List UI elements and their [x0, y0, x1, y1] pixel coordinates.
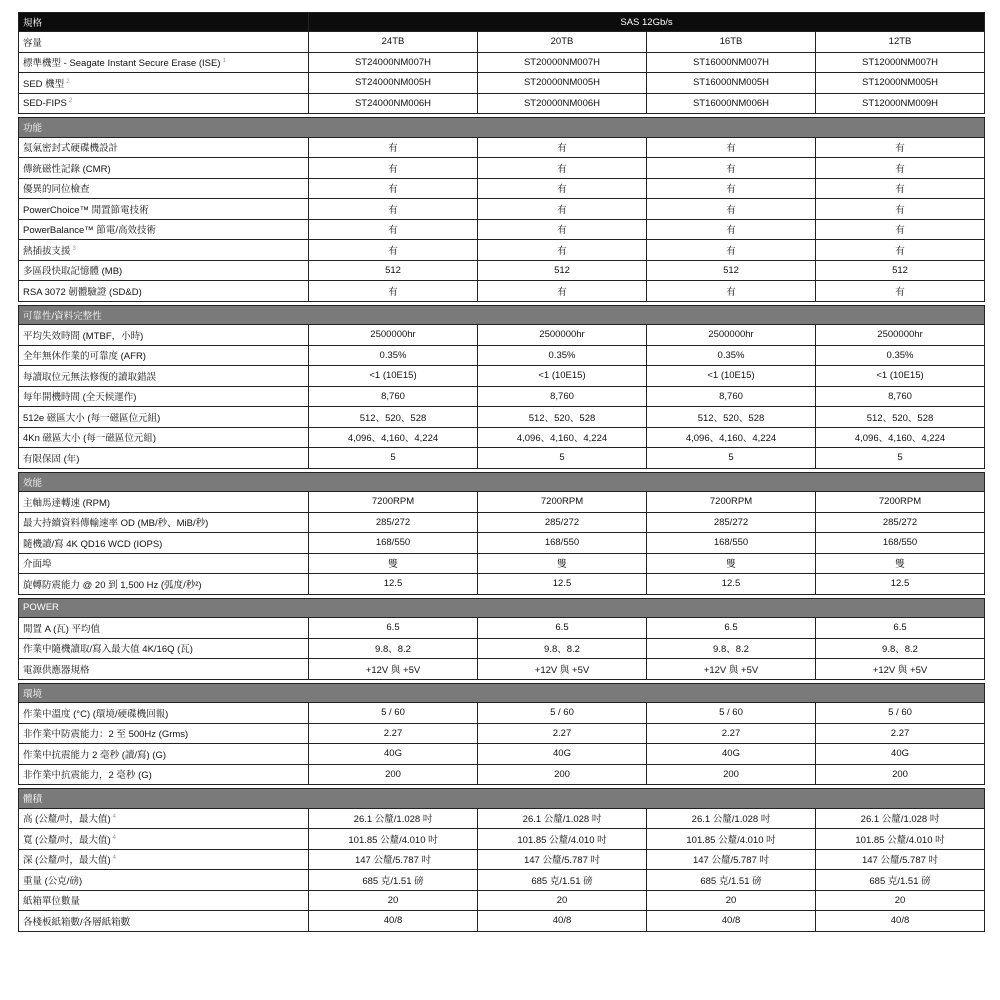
spec-value: 0.35% [647, 345, 816, 366]
spec-table-body [19, 13, 985, 932]
spec-label-cell [19, 911, 309, 932]
spec-value: 5 [309, 448, 478, 469]
spec-value: 4,096、4,160、4,224 [647, 427, 816, 448]
spec-value: 7200RPM [816, 492, 985, 513]
spec-label-cell [19, 407, 309, 428]
spec-label-cell [19, 703, 309, 724]
spec-label: 主軸馬達轉速 (RPM) [23, 497, 111, 509]
spec-value: 7200RPM [647, 492, 816, 513]
spec-label-cell [19, 158, 309, 179]
spec-row [19, 492, 985, 513]
spec-label: RSA 3072 韌體驗證 (SD&D) [23, 286, 142, 298]
spec-row [19, 73, 985, 94]
footnote-marker: 1 [222, 58, 226, 65]
spec-value: 16TB [647, 32, 816, 53]
spec-value: <1 (10E15) [478, 366, 647, 387]
footnote-marker: 4 [112, 814, 116, 821]
spec-value: 有 [478, 240, 647, 261]
spec-value: 512 [309, 260, 478, 281]
spec-label-cell [19, 137, 309, 158]
spec-value: 有 [478, 281, 647, 302]
spec-label: 電源供應器規格 [23, 664, 90, 676]
spec-value: 200 [478, 764, 647, 785]
spec-row [19, 199, 985, 220]
spec-value: 5 [647, 448, 816, 469]
spec-label: 每讀取位元無法修復的讀取錯誤 [23, 371, 157, 383]
spec-label: 多區段快取記憶體 (MB) [23, 266, 123, 278]
spec-value: 2500000hr [647, 325, 816, 346]
spec-value: ST24000NM005H [309, 73, 478, 94]
spec-label-cell [19, 260, 309, 281]
spec-row [19, 512, 985, 533]
spec-value: 101.85 公釐/4.010 吋 [647, 829, 816, 850]
spec-value: ST16000NM006H [647, 93, 816, 114]
spec-value: 雙 [478, 553, 647, 574]
spec-label-cell [19, 829, 309, 850]
spec-label: 容量 [23, 37, 43, 49]
spec-value: 5 / 60 [478, 703, 647, 724]
spec-row [19, 618, 985, 639]
spec-label: SED 機型 [23, 78, 65, 90]
spec-label: 非作業中抗震能力，2 毫秒 (G) [23, 770, 152, 782]
spec-value: 2.27 [816, 723, 985, 744]
spec-row [19, 890, 985, 911]
spec-value: ST20000NM006H [478, 93, 647, 114]
spec-value: 26.1 公釐/1.028 吋 [309, 808, 478, 829]
spec-value: 512、520、528 [309, 407, 478, 428]
spec-value: 有 [816, 158, 985, 179]
spec-value: 147 公釐/5.787 吋 [647, 849, 816, 870]
spec-value: 6.5 [478, 618, 647, 639]
spec-value: <1 (10E15) [309, 366, 478, 387]
spec-value: 20 [647, 890, 816, 911]
spec-value: 5 / 60 [309, 703, 478, 724]
spec-row [19, 808, 985, 829]
spec-label-cell [19, 178, 309, 199]
spec-label-cell [19, 366, 309, 387]
spec-value: 有 [478, 137, 647, 158]
spec-value: 20 [478, 890, 647, 911]
section-title: 可靠性/資料完整性 [19, 305, 985, 325]
spec-value: 0.35% [309, 345, 478, 366]
spec-label-cell [19, 73, 309, 94]
spec-label: 重量 (公克/磅) [23, 875, 83, 887]
spec-row [19, 325, 985, 346]
spec-value: 512 [478, 260, 647, 281]
spec-value: 7200RPM [309, 492, 478, 513]
spec-value: 有 [309, 240, 478, 261]
spec-value: 20 [816, 890, 985, 911]
spec-value: 8,760 [478, 386, 647, 407]
spec-value: 512、520、528 [478, 407, 647, 428]
spec-value: 40G [647, 744, 816, 765]
spec-row [19, 386, 985, 407]
spec-value: 147 公釐/5.787 吋 [309, 849, 478, 870]
spec-value: 6.5 [816, 618, 985, 639]
spec-value: +12V 與 +5V [647, 659, 816, 680]
spec-value: 168/550 [478, 533, 647, 554]
spec-label-cell [19, 52, 309, 73]
spec-value: 101.85 公釐/4.010 吋 [478, 829, 647, 850]
spec-row [19, 407, 985, 428]
spec-value: 147 公釐/5.787 吋 [478, 849, 647, 870]
spec-value: 有 [816, 137, 985, 158]
spec-value: 有 [647, 240, 816, 261]
footnote-marker: 4 [112, 855, 116, 862]
spec-value: 6.5 [647, 618, 816, 639]
spec-label: 高 (公釐/吋，最大值) [23, 814, 111, 826]
spec-value: 有 [309, 158, 478, 179]
spec-label: 熱插拔支援 [23, 245, 71, 257]
spec-value: 12.5 [309, 574, 478, 595]
spec-value: 雙 [647, 553, 816, 574]
spec-label: 各棧板紙箱數/各層紙箱數 [23, 916, 131, 928]
spec-label: SED-FIPS [23, 97, 67, 109]
spec-value: 2.27 [647, 723, 816, 744]
spec-row [19, 703, 985, 724]
spec-value: 285/272 [647, 512, 816, 533]
section-title: 功能 [19, 118, 985, 138]
spec-label-cell [19, 618, 309, 639]
section-header-row [19, 683, 985, 703]
spec-value: 有 [309, 219, 478, 240]
spec-row [19, 137, 985, 158]
spec-value: 有 [816, 281, 985, 302]
section-title: POWER [19, 598, 985, 618]
spec-label-cell [19, 638, 309, 659]
spec-value: 40/8 [647, 911, 816, 932]
spec-value: 雙 [309, 553, 478, 574]
spec-value: 有 [309, 178, 478, 199]
spec-value: 雙 [816, 553, 985, 574]
spec-label: 介面埠 [23, 559, 52, 571]
spec-value: 有 [478, 219, 647, 240]
spec-value: 有 [647, 219, 816, 240]
spec-label-cell [19, 281, 309, 302]
spec-label: 氦氣密封式硬碟機設計 [23, 143, 119, 155]
spec-label: 平均失效時間 (MTBF，小時) [23, 330, 144, 342]
spec-value: 12.5 [647, 574, 816, 595]
spec-value: 2.27 [309, 723, 478, 744]
spec-value: ST12000NM005H [816, 73, 985, 94]
spec-label: 閒置 A (瓦) 平均值 [23, 623, 101, 635]
section-header-row [19, 305, 985, 325]
footnote-marker: 4 [112, 834, 116, 841]
section-header-row [19, 472, 985, 492]
spec-value: +12V 與 +5V [478, 659, 647, 680]
spec-value: 512 [816, 260, 985, 281]
spec-value: 685 克/1.51 磅 [647, 870, 816, 891]
spec-label: PowerBalance™ 節電/高效技術 [23, 225, 157, 237]
spec-value: 40G [478, 744, 647, 765]
spec-value: 5 [816, 448, 985, 469]
spec-row [19, 723, 985, 744]
spec-value: 26.1 公釐/1.028 吋 [816, 808, 985, 829]
spec-value: 7200RPM [478, 492, 647, 513]
spec-label: 最大持續資料傳輸速率 OD (MB/秒、MiB/秒) [23, 518, 209, 530]
spec-value: 26.1 公釐/1.028 吋 [647, 808, 816, 829]
spec-label-cell [19, 764, 309, 785]
spec-value: 4,096、4,160、4,224 [816, 427, 985, 448]
spec-value: ST12000NM007H [816, 52, 985, 73]
spec-value: 40G [309, 744, 478, 765]
spec-row [19, 219, 985, 240]
spec-value: 9.8、8.2 [309, 638, 478, 659]
spec-row [19, 260, 985, 281]
spec-value: 512、520、528 [647, 407, 816, 428]
spec-value: 200 [816, 764, 985, 785]
spec-label-cell [19, 492, 309, 513]
spec-value: 285/272 [309, 512, 478, 533]
spec-label: 全年無休作業的可靠度 (AFR) [23, 351, 146, 363]
spec-row [19, 911, 985, 932]
spec-value: 20 [309, 890, 478, 911]
spec-value: 9.8、8.2 [816, 638, 985, 659]
section-title: 效能 [19, 472, 985, 492]
spec-label-cell [19, 240, 309, 261]
spec-value: 40/8 [478, 911, 647, 932]
spec-row [19, 366, 985, 387]
spec-value: 40/8 [816, 911, 985, 932]
spec-row [19, 32, 985, 53]
spec-row [19, 659, 985, 680]
spec-value: 4,096、4,160、4,224 [309, 427, 478, 448]
footnote-marker: 2 [68, 97, 73, 104]
spec-label: 4Kn 磁區大小 (每一磁區位元組) [23, 433, 157, 445]
spec-value: 8,760 [309, 386, 478, 407]
spec-value: 285/272 [816, 512, 985, 533]
spec-value: 6.5 [309, 618, 478, 639]
spec-value: 685 克/1.51 磅 [309, 870, 478, 891]
spec-value: 8,760 [816, 386, 985, 407]
spec-label: PowerChoice™ 閒置節電技術 [23, 204, 149, 216]
spec-row [19, 574, 985, 595]
spec-label-cell [19, 93, 309, 114]
spec-value: ST24000NM007H [309, 52, 478, 73]
spec-row [19, 281, 985, 302]
spec-row [19, 93, 985, 114]
spec-value: 101.85 公釐/4.010 吋 [309, 829, 478, 850]
spec-label-cell [19, 533, 309, 554]
spec-label-cell [19, 427, 309, 448]
interface-label: SAS 12Gb/s [309, 13, 985, 32]
spec-label: 非作業中防震能力：2 至 500Hz (Grms) [23, 729, 189, 741]
spec-value: 有 [309, 199, 478, 220]
spec-value: 168/550 [647, 533, 816, 554]
spec-value: 有 [816, 199, 985, 220]
spec-label: 作業中溫度 (°C) (環境/硬碟機回報) [23, 708, 169, 720]
spec-row [19, 178, 985, 199]
spec-label-cell [19, 849, 309, 870]
spec-value: ST20000NM005H [478, 73, 647, 94]
spec-row [19, 448, 985, 469]
spec-label: 512e 磁區大小 (每一磁區位元組) [23, 412, 161, 424]
spec-value: 12.5 [816, 574, 985, 595]
spec-value: 40/8 [309, 911, 478, 932]
section-title: 環境 [19, 683, 985, 703]
spec-label-cell [19, 386, 309, 407]
spec-label: 深 (公釐/吋，最大值) [23, 855, 111, 867]
spec-label: 傳統磁性記錄 (CMR) [23, 163, 111, 175]
spec-value: 26.1 公釐/1.028 吋 [478, 808, 647, 829]
spec-row [19, 829, 985, 850]
spec-value: 2500000hr [478, 325, 647, 346]
spec-value: 200 [309, 764, 478, 785]
spec-row [19, 345, 985, 366]
spec-value: 685 克/1.51 磅 [816, 870, 985, 891]
spec-label: 每年開機時間 (全天候運作) [23, 392, 137, 404]
spec-value: 有 [647, 178, 816, 199]
spec-label: 隨機讀/寫 4K QD16 WCD (IOPS) [23, 538, 163, 550]
spec-value: 200 [647, 764, 816, 785]
spec-value: ST20000NM007H [478, 52, 647, 73]
section-header-row [19, 789, 985, 809]
spec-value: 5 / 60 [816, 703, 985, 724]
spec-value: 有 [647, 199, 816, 220]
spec-value: 685 克/1.51 磅 [478, 870, 647, 891]
spec-row [19, 849, 985, 870]
spec-value: 有 [309, 137, 478, 158]
spec-row [19, 240, 985, 261]
spec-label: 作業中抗震能力 2 毫秒 (讀/寫) (G) [23, 749, 167, 761]
spec-value: 有 [816, 178, 985, 199]
spec-value: +12V 與 +5V [816, 659, 985, 680]
spec-value: 有 [647, 137, 816, 158]
spec-row [19, 158, 985, 179]
footnote-marker: 2 [66, 78, 70, 85]
spec-value: 24TB [309, 32, 478, 53]
spec-label: 優異的同位檢查 [23, 184, 90, 196]
spec-value: 512、520、528 [816, 407, 985, 428]
section-header-row [19, 118, 985, 138]
spec-value: 0.35% [478, 345, 647, 366]
spec-value: ST24000NM006H [309, 93, 478, 114]
spec-value: 有 [309, 281, 478, 302]
spec-value: 有 [647, 158, 816, 179]
spec-value: ST16000NM007H [647, 52, 816, 73]
spec-label-cell [19, 345, 309, 366]
section-title: 體積 [19, 789, 985, 809]
spec-value: 40G [816, 744, 985, 765]
spec-value: 有 [816, 219, 985, 240]
spec-label: 作業中隨機讀取/寫入最大值 4K/16Q (瓦) [23, 644, 193, 656]
spec-row [19, 427, 985, 448]
spec-row [19, 553, 985, 574]
spec-value: 9.8、8.2 [478, 638, 647, 659]
spec-value: 有 [647, 281, 816, 302]
spec-row [19, 870, 985, 891]
spec-value: 147 公釐/5.787 吋 [816, 849, 985, 870]
spec-label-cell [19, 659, 309, 680]
spec-value: 0.35% [816, 345, 985, 366]
spec-label-cell [19, 199, 309, 220]
spec-label-cell [19, 553, 309, 574]
spec-value: 4,096、4,160、4,224 [478, 427, 647, 448]
spec-value: <1 (10E15) [647, 366, 816, 387]
section-header-row [19, 598, 985, 618]
spec-label-cell [19, 512, 309, 533]
spec-label-cell [19, 325, 309, 346]
spec-label: 寬 (公釐/吋，最大值) [23, 834, 111, 846]
spec-value: 有 [478, 158, 647, 179]
spec-value: 5 [478, 448, 647, 469]
spec-label-cell [19, 723, 309, 744]
footnote-marker: 3 [72, 245, 76, 252]
spec-value: 12.5 [478, 574, 647, 595]
spec-value: 168/550 [816, 533, 985, 554]
spec-value: ST12000NM009H [816, 93, 985, 114]
spec-label: 紙箱單位數量 [23, 896, 81, 908]
spec-label-cell [19, 808, 309, 829]
spec-label-cell [19, 32, 309, 53]
spec-label-cell [19, 574, 309, 595]
spec-value: 9.8、8.2 [647, 638, 816, 659]
spec-value: <1 (10E15) [816, 366, 985, 387]
spec-label: 旋轉防震能力 @ 20 到 1,500 Hz (弧度/秒²) [23, 579, 202, 591]
spec-label-cell [19, 890, 309, 911]
spec-label-cell [19, 870, 309, 891]
spec-row [19, 52, 985, 73]
spec-row [19, 764, 985, 785]
spec-label: 標準機型 - Seagate Instant Secure Erase (ISE) [23, 58, 221, 70]
table-title: 規格 [19, 13, 309, 32]
spec-value: 285/272 [478, 512, 647, 533]
spec-row [19, 638, 985, 659]
spec-value: ST16000NM005H [647, 73, 816, 94]
spec-value: 2500000hr [309, 325, 478, 346]
spec-row [19, 744, 985, 765]
spec-value: 20TB [478, 32, 647, 53]
spec-label-cell [19, 448, 309, 469]
spec-value: 有 [478, 178, 647, 199]
spec-value: 8,760 [647, 386, 816, 407]
table-header-row [19, 13, 985, 32]
spec-value: 2500000hr [816, 325, 985, 346]
spec-value: +12V 與 +5V [309, 659, 478, 680]
spec-row [19, 533, 985, 554]
spec-value: 512 [647, 260, 816, 281]
spec-value: 2.27 [478, 723, 647, 744]
spec-value: 有 [816, 240, 985, 261]
spec-label: 有限保固 (年) [23, 453, 80, 465]
spec-value: 有 [478, 199, 647, 220]
spec-label-cell [19, 219, 309, 240]
spec-value: 168/550 [309, 533, 478, 554]
spec-value: 101.85 公釐/4.010 吋 [816, 829, 985, 850]
spec-value: 12TB [816, 32, 985, 53]
spec-label-cell [19, 744, 309, 765]
spec-value: 5 / 60 [647, 703, 816, 724]
spec-table [18, 12, 985, 932]
